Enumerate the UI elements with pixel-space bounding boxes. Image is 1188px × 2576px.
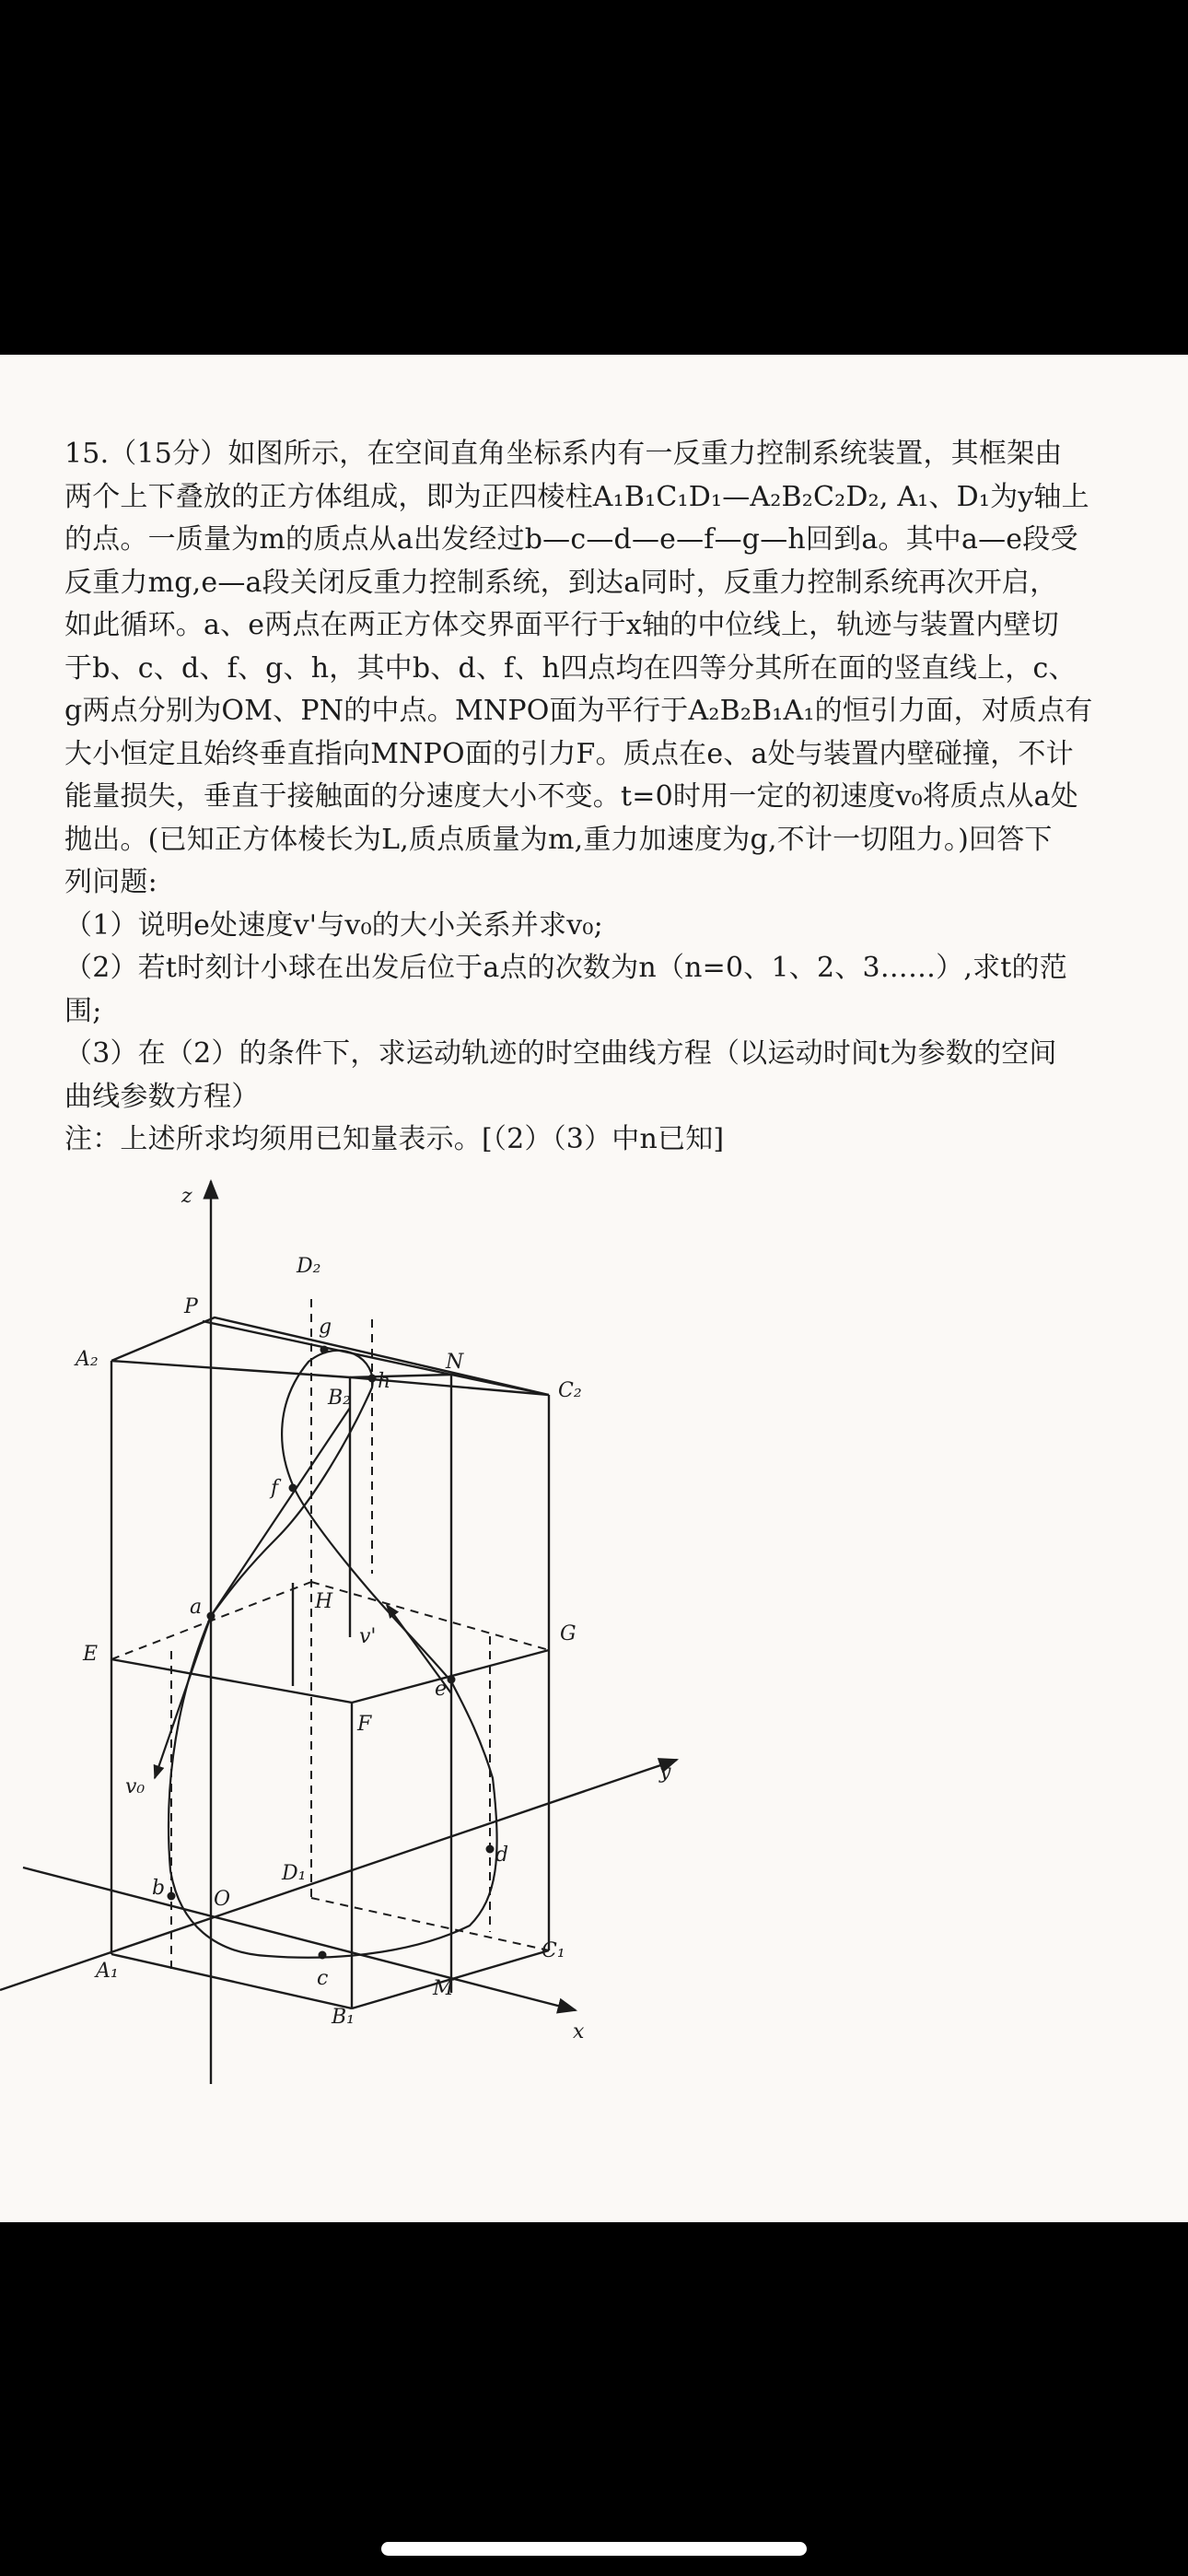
label-G: G xyxy=(560,1622,577,1645)
problem-text-line: 注：上述所求均须用已知量表示。[（2）（3）中n已知] xyxy=(64,1123,725,1155)
label-v0: v₀ xyxy=(125,1775,146,1798)
problem-text-line: 列问题: xyxy=(64,866,157,898)
problem-text-line: （2）若t时刻计小球在出发后位于a点的次数为n（n=0、1、2、3……）,求t的范 xyxy=(64,952,1067,984)
label-H: H xyxy=(315,1590,333,1613)
problem-text-line: 于b、c、d、f、g、h，其中b、d、f、h四点均在四等分其所在面的竖直线上，c、 xyxy=(64,651,1077,685)
problem-text-line: 大小恒定且始终垂直指向MNPO面的引力F。质点在e、a处与装置内壁碰撞，不计 xyxy=(64,737,1074,770)
velocity-v0-arrow xyxy=(155,1616,211,1778)
label-B2: B₂ xyxy=(328,1387,351,1410)
point-e xyxy=(448,1676,456,1684)
label-D2: D₂ xyxy=(297,1255,321,1278)
label-M: M xyxy=(433,1977,454,2000)
edge-A1-B1 xyxy=(111,1954,352,2008)
label-C2: C₂ xyxy=(558,1379,582,1402)
label-A2: A₂ xyxy=(76,1348,99,1371)
label-g: g xyxy=(319,1316,332,1339)
point-g xyxy=(320,1346,329,1354)
problem-text-line: 抛出。(已知正方体棱长为L,质点质量为m,重力加速度为g,不计一切阻力。)回答下 xyxy=(64,823,1053,856)
label-D1: D₁ xyxy=(282,1862,307,1885)
problem-text-line: 两个上下叠放的正方体组成，即为正四棱柱A₁B₁C₁D₁—A₂B₂C₂D₂, A₁、D₁为y轴上 xyxy=(64,480,1089,513)
label-z: z xyxy=(181,1185,192,1208)
label-d: d xyxy=(495,1844,509,1867)
y-axis xyxy=(0,1760,677,1990)
problem-text-line: 15.（15分）如图所示，在空间直角坐标系内有一反重力控制系统装置，其框架由 xyxy=(64,438,1063,470)
label-h: h xyxy=(378,1370,391,1393)
problem-text-line: 能量损失，垂直于接触面的分速度大小不变。t=0时用一定的初速度v₀将质点从a处 xyxy=(64,780,1078,813)
problem-text-line: （1）说明e处速度v'与v₀的大小关系并求v₀; xyxy=(64,908,603,942)
cube-trajectory-figure xyxy=(0,1170,1188,2091)
problem-text-line: （3）在（2）的条件下，求运动轨迹的时空曲线方程（以运动时间t为参数的空间 xyxy=(64,1037,1057,1070)
hidden-edge-H-G xyxy=(311,1582,549,1650)
label-B1: B₁ xyxy=(332,2006,355,2029)
hidden-edge-D1-C1 xyxy=(311,1898,549,1950)
point-c xyxy=(319,1951,327,1960)
problem-text-line: 围; xyxy=(64,994,102,1027)
label-N: N xyxy=(446,1351,464,1374)
problem-text-line: 的点。一质量为m的质点从a出发经过b—c—d—e—f—g—h回到a。其中a—e段受 xyxy=(64,523,1078,556)
point-d xyxy=(486,1845,495,1854)
label-O: O xyxy=(214,1888,231,1911)
label-vprime: v' xyxy=(359,1625,377,1648)
label-E: E xyxy=(83,1643,99,1666)
point-a xyxy=(207,1612,215,1621)
label-e: e xyxy=(435,1678,448,1701)
edge-A2-B2 xyxy=(111,1361,350,1377)
trajectory-curve xyxy=(169,1351,497,1958)
point-b xyxy=(168,1892,176,1901)
label-f: f xyxy=(271,1477,279,1500)
problem-text-line: 反重力mg,e—a段关闭反重力控制系统，到达a同时，反重力控制系统再次开启， xyxy=(64,566,1058,599)
problem-text-line: g两点分别为OM、PN的中点。MNPO面为平行于A₂B₂B₁A₁的恒引力面，对质点有 xyxy=(64,695,1093,727)
edge-E-F xyxy=(111,1659,352,1703)
point-h xyxy=(368,1375,377,1383)
problem-15-text xyxy=(64,433,1142,1162)
label-P: P xyxy=(184,1295,198,1318)
segment-a-B2 xyxy=(211,1408,350,1616)
label-y: y xyxy=(659,1761,671,1784)
label-C1: C₁ xyxy=(542,1939,565,1962)
label-a: a xyxy=(190,1596,203,1619)
label-x: x xyxy=(573,2020,585,2043)
label-A1: A₁ xyxy=(96,1960,119,1983)
label-c: c xyxy=(317,1967,329,1990)
problem-text-line: 曲线参数方程） xyxy=(64,1080,260,1113)
problem-text-line: 如此循环。a、e两点在两正方体交界面平行于x轴的中位线上，轨迹与装置内壁切 xyxy=(64,609,1059,641)
point-f xyxy=(289,1484,297,1493)
label-F: F xyxy=(357,1713,372,1736)
home-indicator[interactable] xyxy=(381,2542,807,2556)
label-b: b xyxy=(152,1877,166,1900)
